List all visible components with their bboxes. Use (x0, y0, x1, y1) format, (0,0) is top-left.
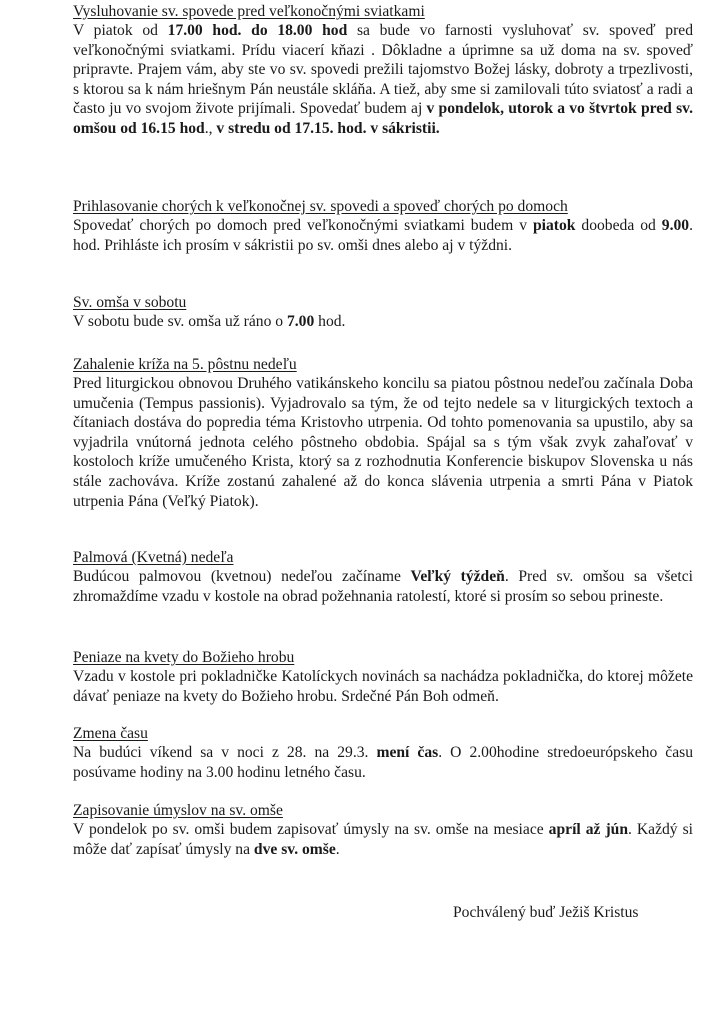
section-palm-sunday (73, 548, 693, 606)
bold-text: dve sv. omše (253, 840, 336, 858)
section-saturday-mass (73, 293, 693, 332)
bold-text: 9.00 (661, 217, 690, 234)
body-text: V sobotu bude sv. omša už ráno o (73, 313, 287, 330)
bold-text: 7.00 (286, 313, 315, 330)
body-text: Budúcou palmovou (kvetnou) nedeľou začíname (73, 568, 411, 585)
section-heading: Zapisovanie úmyslov na sv. omše (73, 802, 283, 819)
section-heading: Palmová (Kvetná) nedeľa (73, 549, 234, 566)
closing-signature: Pochválený buď Ježiš Kristus (453, 904, 639, 921)
body-text: . Každý si môže dať zapísať úmysly na (73, 821, 694, 858)
section-body (73, 820, 693, 859)
section-cross-veiling (73, 355, 693, 511)
section-heading: Sv. omša v sobotu (73, 294, 187, 311)
bold-text: v stredu od 17.15. hod. v sákristii. (216, 119, 440, 137)
body-text: Spovedať chorých po domoch pred veľkonočnými sviatkami budem v (73, 217, 533, 234)
body-text: . Pred sv. omšou sa všetci zhromaždíme vzadu v kostole na obrad požehnania ratolestí, ktoré si prosím so sebou prineste. (73, 568, 693, 605)
body-text: Vzadu v kostole pri pokladničke Katolíckych novinách sa nachádza pokladnička, do ktorej môžete dávať peniaze na kvety do Božieho hrobu. Srdečné Pán Boh odmeň. (73, 668, 693, 705)
section-body (73, 374, 693, 511)
body-text: Pred liturgickou obnovou Druhého vatikánskeho koncilu sa piatou pôstnou nedeľou začínala Doba umučenia (Tempus passionis). Vyjadrovalo sa tým, že od tejto nedele sa v liturgických textoch a čítaniach dostáva do popredia téma Kristovho utrpenia. Od tohto pomenovania sa upustilo, aby sa vyjadrila vnútorná jednota celého pôstneho obdobia. Spájal sa s tým však zvyk zahaľovať v kostoloch kríže umučeného Krista, ktorý sa z rozhodnutia Konferencie biskupov Slovenska u nás stále zachováva. Kríže zostanú zahalené až do konca slávenia utrpenia a smrti Pána v Piatok utrpenia Pána (Veľký Piatok). (73, 375, 693, 510)
section-heading: Peniaze na kvety do Božieho hrobu (73, 649, 295, 666)
bold-text: apríl až jún (548, 821, 628, 838)
body-text: V piatok od (73, 22, 168, 39)
bold-text: v pondelok, utorok a vo štvrtok pred sv. omšou od 16.15 hod (73, 100, 693, 137)
body-text: Na budúci víkend sa v noci z 28. na 29.3. (73, 744, 377, 761)
section-body (73, 216, 693, 255)
bold-text: Veľký týždeň (410, 568, 505, 585)
section-body (73, 312, 693, 332)
section-body (73, 567, 693, 606)
body-text: hod. (314, 313, 346, 330)
section-heading: Zahalenie kríža na 5. pôstnu nedeľu (73, 356, 297, 373)
section-body (73, 743, 693, 782)
body-text: sa bude vo farnosti vysluhovať sv. spoveď pred veľkonočnými sviatkami. Prídu viacerí kňazi . Dôkladne a úprimne sa už doma na sv. spoveď pripravte. Prajem vám, aby ste vo sv. spovedi prežili tajomstvo Božej lásky, dobroty a trpezlivosti, s ktorou sa k nám hriešnym Pán neustále skláňa. A tiež, aby sme si zamilovali túto sviatosť a radi a často ju vo svojom živote prijímali. Spovedať budem aj (73, 22, 694, 118)
bold-text: mení čas (376, 744, 439, 761)
section-heading: Zmena času (73, 725, 148, 742)
body-text: V pondelok po sv. omši budem zapisovať úmysly na sv. omše na mesiace (73, 821, 549, 838)
body-text: . (335, 840, 340, 858)
section-time-change (73, 724, 693, 782)
section-heading: Prihlasovanie chorých k veľkonočnej sv. spovedi a spoveď chorých po domoch (73, 198, 568, 215)
section-heading: Vysluhovanie sv. spovede pred veľkonočnými sviatkami (73, 3, 425, 20)
bold-text: piatok (532, 217, 576, 234)
section-body (73, 667, 693, 706)
body-text: . O 2.00hodine stredoeurópskeho času posúvame hodiny na 3.00 hodinu letného času. (73, 744, 693, 781)
body-text: doobeda od (575, 217, 662, 234)
section-body (73, 21, 693, 139)
section-sick-confession (73, 197, 693, 255)
section-confession (73, 2, 693, 139)
section-flowers-money (73, 648, 693, 706)
body-text: ., (204, 119, 217, 137)
body-text: . hod. Prihláste ich prosím v sákristii po sv. omši dnes alebo aj v týždni. (73, 217, 693, 254)
section-mass-intentions (73, 801, 693, 859)
bold-text: 17.00 hod. do 18.00 hod (167, 22, 348, 39)
